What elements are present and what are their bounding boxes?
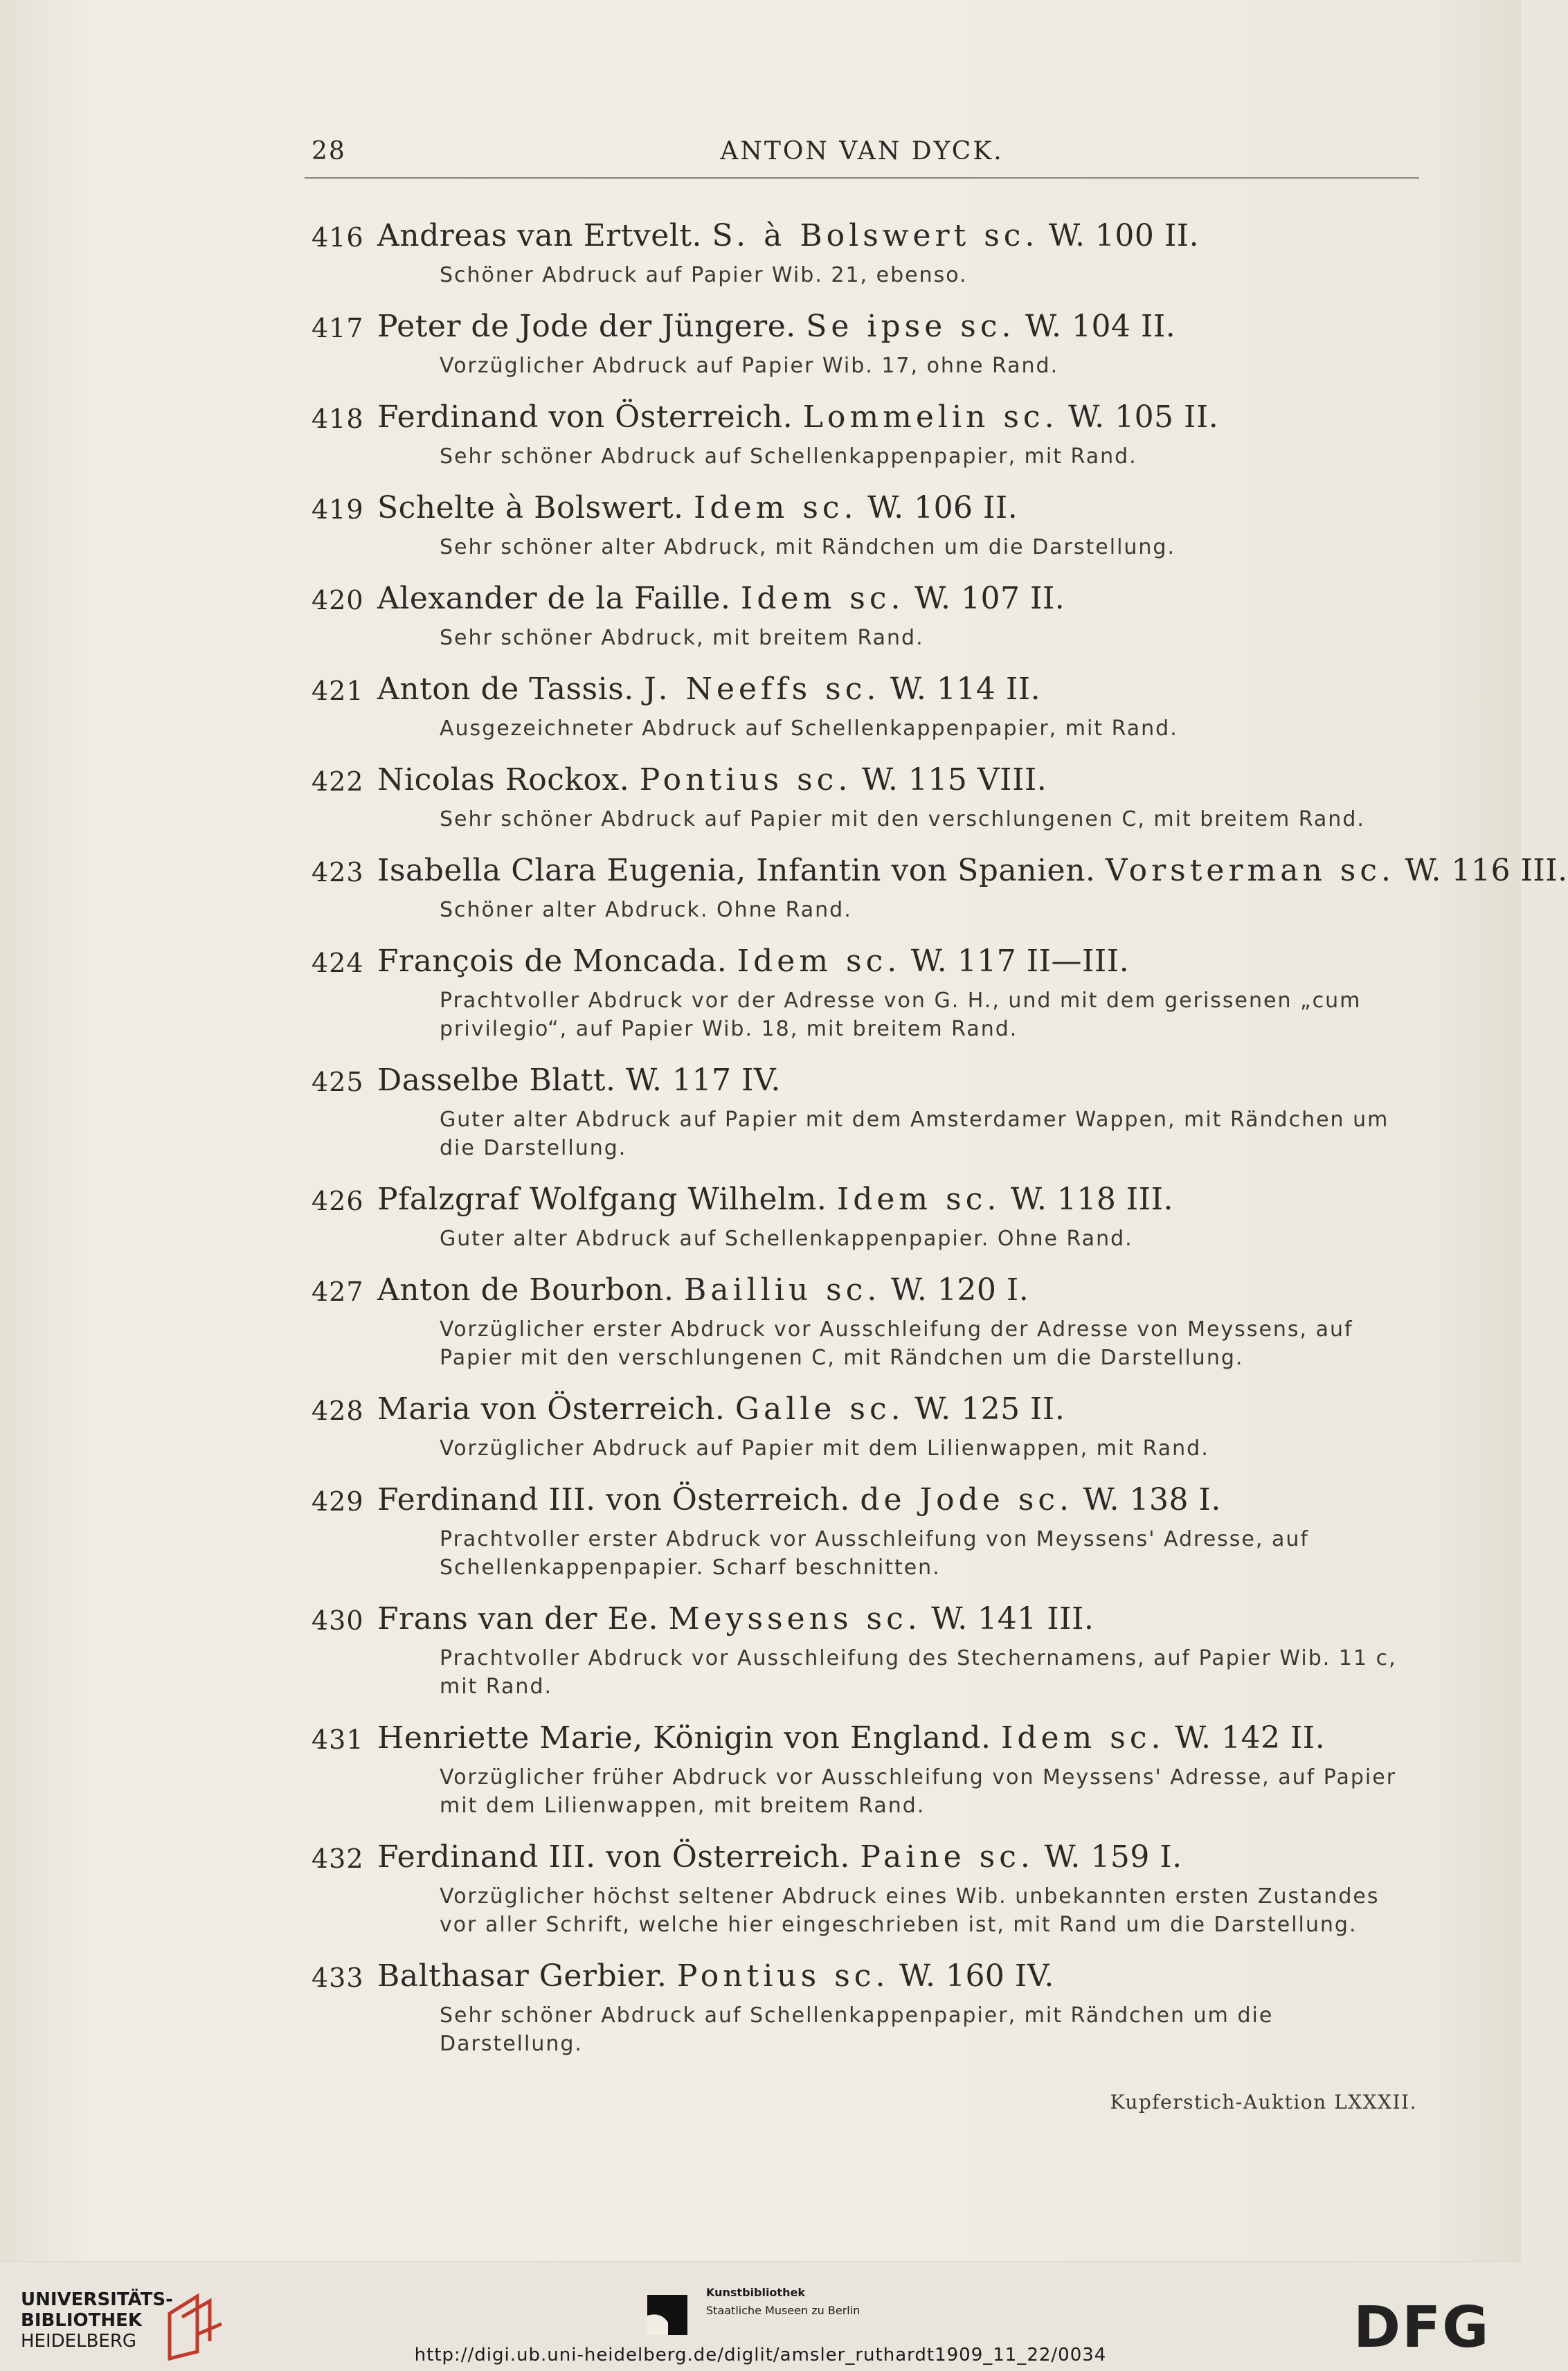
entry-number: 429 <box>312 1486 364 1517</box>
catalog-entry <box>308 1958 1423 2058</box>
catalog-entry <box>308 853 1568 924</box>
entry-description: Vorzüglicher Abdruck auf Papier mit dem Lilienwappen, mit Rand. <box>440 1436 1209 1461</box>
entry-heading <box>308 1182 1423 1225</box>
entry-description: Vorzüglicher früher Abdruck vor Ausschleifung von Meyssens' Adresse, auf Papier mit dem Lilienwappen, mit breitem Rand. <box>440 1765 1397 1818</box>
entry-number: 428 <box>312 1396 364 1426</box>
entry-description: Vorzüglicher Abdruck auf Papier Wib. 17, ohne Rand. <box>440 354 1059 378</box>
catalog-entries <box>308 218 1568 2077</box>
entry-description: Sehr schöner Abdruck auf Schellenkappenpapier, mit Rand. <box>440 444 1137 469</box>
kunstbibliothek-name: Kunstbibliothek <box>706 2286 805 2299</box>
entry-reference: W. 107 II. <box>914 581 1065 616</box>
entry-engraver: Meyssens sc. <box>668 1601 921 1637</box>
entry-description: Sehr schöner Abdruck auf Papier mit den verschlungenen C, mit breitem Rand. <box>440 807 1365 831</box>
entry-engraver: Paine sc. <box>860 1839 1034 1875</box>
catalog-entry <box>308 1272 1423 1372</box>
entry-subject: Alexander de la Faille. <box>377 581 731 616</box>
catalog-entry <box>308 309 1423 380</box>
entry-engraver: Galle sc. <box>735 1391 905 1427</box>
entry-heading <box>308 1272 1423 1315</box>
entry-title <box>377 399 1218 435</box>
entry-reference: W. 159 I. <box>1044 1839 1182 1875</box>
entry-reference: W. 100 II. <box>1048 218 1200 253</box>
entry-number: 422 <box>312 766 364 797</box>
entry-title <box>377 1272 1029 1308</box>
entry-engraver: Idem sc. <box>741 581 905 616</box>
entry-subject: Dasselbe Blatt. <box>377 1063 616 1098</box>
entry-description: Guter alter Abdruck auf Papier mit dem Amsterdamer Wappen, mit Rändchen um die Darstellung. <box>440 1108 1389 1160</box>
entry-reference: W. 118 III. <box>1010 1182 1173 1217</box>
entry-reference: W. 106 II. <box>867 490 1018 525</box>
entry-title <box>377 1958 1054 1994</box>
entry-subject: Andreas van Ertvelt. <box>377 218 703 253</box>
catalog-entry <box>308 944 1423 1043</box>
entry-title <box>377 218 1199 253</box>
entry-engraver: Pontius sc. <box>676 1958 890 1994</box>
running-title: ANTON VAN DYCK. <box>720 137 1004 165</box>
entry-engraver: Idem sc. <box>1000 1720 1165 1756</box>
entry-reference: W. 138 I. <box>1083 1482 1221 1517</box>
entry-subject: Schelte à Bolswert. <box>377 490 684 525</box>
entry-title <box>377 581 1065 616</box>
kunstbibliothek-subtitle: Staatliche Museen zu Berlin <box>706 2304 860 2317</box>
entry-heading <box>308 399 1423 442</box>
entry-heading <box>308 1839 1423 1882</box>
entry-heading <box>308 218 1423 261</box>
entry-heading <box>308 1720 1423 1763</box>
entry-subject: François de Moncada. <box>377 944 728 979</box>
entry-subject: Ferdinand III. von Österreich. <box>377 1839 850 1875</box>
entry-heading <box>308 1958 1423 2001</box>
entry-heading <box>308 1482 1423 1525</box>
sale-note: Kupferstich-Auktion LXXXII. <box>1110 2091 1417 2113</box>
entry-description: Prachtvoller Abdruck vor Ausschleifung des Stechernamens, auf Papier Wib. 11 c, mit Rand. <box>440 1646 1397 1699</box>
entry-reference: W. 116 III. <box>1405 853 1568 888</box>
entry-engraver: Lommelin sc. <box>802 399 1058 435</box>
entry-number: 431 <box>312 1724 364 1755</box>
entry-number: 420 <box>312 585 364 615</box>
entry-number: 424 <box>312 948 364 978</box>
page-header <box>305 136 1419 179</box>
entry-subject: Nicolas Rockox. <box>377 762 630 797</box>
entry-number: 430 <box>312 1605 364 1636</box>
entry-engraver: Pontius sc. <box>639 762 852 797</box>
dfg-logo-text: DFG <box>1353 2295 1490 2361</box>
permalink-url[interactable]: http://digi.ub.uni-heidelberg.de/diglit/amsler_ruthardt1909_11_22/0034 <box>414 2345 1107 2365</box>
entry-title <box>377 490 1018 525</box>
entry-title <box>377 853 1568 888</box>
entry-engraver: S. à Bolswert sc. <box>712 218 1039 253</box>
catalog-entry <box>308 1482 1423 1582</box>
entry-number: 432 <box>312 1843 364 1874</box>
catalog-entry <box>308 218 1423 289</box>
uni-logo-line-1: UNIVERSITÄTS- <box>21 2289 173 2310</box>
catalog-entry <box>308 1182 1423 1253</box>
footer-bar <box>0 2261 1521 2371</box>
entry-subject: Ferdinand von Österreich. <box>377 399 793 435</box>
entry-heading <box>308 671 1423 714</box>
entry-subject: Henriette Marie, Königin von England. <box>377 1720 991 1756</box>
entry-heading <box>308 1601 1423 1644</box>
entry-number: 417 <box>312 313 364 343</box>
entry-description: Sehr schöner Abdruck auf Schellenkappenpapier, mit Rändchen um die Darstellung. <box>440 2003 1274 2056</box>
entry-engraver: J. Neeffs sc. <box>644 671 881 707</box>
entry-heading <box>308 944 1423 986</box>
entry-engraver: de Jode sc. <box>860 1482 1074 1517</box>
entry-description: Guter alter Abdruck auf Schellenkappenpapier. Ohne Rand. <box>440 1227 1133 1251</box>
entry-heading <box>308 1063 1423 1106</box>
entry-description: Sehr schöner Abdruck, mit breitem Rand. <box>440 626 924 650</box>
entry-number: 416 <box>312 222 364 253</box>
entry-subject: Peter de Jode der Jüngere. <box>377 309 796 344</box>
entry-description: Sehr schöner alter Abdruck, mit Rändchen um die Darstellung. <box>440 535 1176 559</box>
entry-number: 425 <box>312 1067 364 1097</box>
entry-heading <box>308 762 1423 805</box>
entry-title <box>377 1182 1173 1217</box>
entry-subject: Ferdinand III. von Österreich. <box>377 1482 850 1517</box>
entry-number: 427 <box>312 1277 364 1307</box>
entry-title <box>377 671 1040 707</box>
entry-reference: W. 142 II. <box>1174 1720 1326 1756</box>
entry-number: 426 <box>312 1186 364 1216</box>
entry-title <box>377 309 1175 344</box>
entry-title <box>377 944 1129 979</box>
entry-title <box>377 762 1047 797</box>
entry-number: 421 <box>312 676 364 706</box>
page-number: 28 <box>312 137 346 165</box>
entry-subject: Anton de Tassis. <box>377 671 634 707</box>
entry-description: Prachtvoller erster Abdruck vor Ausschleifung von Meyssens' Adresse, auf Schellenkappenpapier. Scharf beschnitten. <box>440 1527 1309 1580</box>
entry-title <box>377 1839 1182 1875</box>
kunstbibliothek-logo[interactable] <box>647 2274 924 2336</box>
catalog-entry <box>308 1391 1423 1463</box>
uni-logo-line-3: HEIDELBERG <box>21 2331 137 2352</box>
entry-heading <box>308 490 1423 533</box>
entry-subject: Balthasar Gerbier. <box>377 1958 667 1994</box>
catalog-entry <box>308 1720 1423 1820</box>
entry-reference: W. 125 II. <box>914 1391 1065 1427</box>
catalog-entry <box>308 671 1423 743</box>
dfg-logo[interactable] <box>1353 2295 1499 2361</box>
entry-description: Vorzüglicher höchst seltener Abdruck eines Wib. unbekannten ersten Zustandes vor aller Schrift, welche hier eingeschrieben ist, mit Rand um die Darstellung. <box>440 1884 1380 1937</box>
catalog-entry <box>308 762 1423 833</box>
entry-subject: Pfalzgraf Wolfgang Wilhelm. <box>377 1182 827 1217</box>
entry-number: 419 <box>312 494 364 525</box>
entry-title <box>377 1391 1065 1427</box>
entry-title <box>377 1720 1325 1756</box>
entry-reference: W. 141 III. <box>931 1601 1094 1637</box>
entry-number: 433 <box>312 1963 364 1993</box>
entry-description: Schöner alter Abdruck. Ohne Rand. <box>440 898 852 922</box>
entry-description: Ausgezeichneter Abdruck auf Schellenkappenpapier, mit Rand. <box>440 716 1178 741</box>
catalog-entry <box>308 1063 1423 1162</box>
entry-subject: Isabella Clara Eugenia, Infantin von Spanien. <box>377 853 1096 888</box>
entry-heading <box>308 309 1423 352</box>
entry-heading <box>308 853 1568 896</box>
entry-subject: Frans van der Ee. <box>377 1601 658 1637</box>
catalog-entry <box>308 581 1423 652</box>
entry-reference: W. 117 IV. <box>625 1063 781 1098</box>
entry-engraver: Idem sc. <box>737 944 901 979</box>
kunstbibliothek-emblem-icon <box>647 2295 687 2335</box>
entry-number: 418 <box>312 404 364 434</box>
entry-title <box>377 1482 1221 1517</box>
entry-reference: W. 115 VIII. <box>861 762 1047 797</box>
entry-heading <box>308 581 1423 624</box>
entry-engraver: Se ipse sc. <box>806 309 1016 344</box>
catalog-entry <box>308 1839 1423 1939</box>
entry-reference: W. 114 II. <box>890 671 1041 707</box>
entry-heading <box>308 1391 1423 1434</box>
entry-description: Prachtvoller Abdruck vor der Adresse von G. H., und mit dem gerissenen „cum privilegio“, auf Papier Wib. 18, mit breitem Rand. <box>440 989 1362 1041</box>
entry-reference: W. 117 II—III. <box>910 944 1130 979</box>
entry-engraver: Idem sc. <box>694 490 858 525</box>
entry-engraver: Idem sc. <box>836 1182 1001 1217</box>
entry-subject: Maria von Österreich. <box>377 1391 726 1427</box>
entry-description: Vorzüglicher erster Abdruck vor Ausschleifung der Adresse von Meyssens, auf Papier mit den verschlungenen C, mit Rändchen um die Darstellung. <box>440 1317 1353 1370</box>
entry-reference: W. 120 I. <box>890 1272 1029 1308</box>
entry-title <box>377 1601 1094 1637</box>
entry-reference: W. 104 II. <box>1025 309 1176 344</box>
entry-reference: W. 160 IV. <box>899 1958 1054 1994</box>
entry-reference: W. 105 II. <box>1068 399 1219 435</box>
catalog-entry <box>308 1601 1423 1701</box>
entry-engraver: Vorsterman sc. <box>1105 853 1395 888</box>
entry-subject: Anton de Bourbon. <box>377 1272 674 1308</box>
uni-logo-line-2: BIBLIOTHEK <box>21 2310 143 2331</box>
entry-engraver: Bailliu sc. <box>683 1272 881 1308</box>
catalog-entry <box>308 490 1423 561</box>
entry-title <box>377 1063 781 1098</box>
entry-description: Schöner Abdruck auf Papier Wib. 21, ebenso. <box>440 263 968 287</box>
catalog-entry <box>308 399 1423 471</box>
entry-number: 423 <box>312 857 364 887</box>
